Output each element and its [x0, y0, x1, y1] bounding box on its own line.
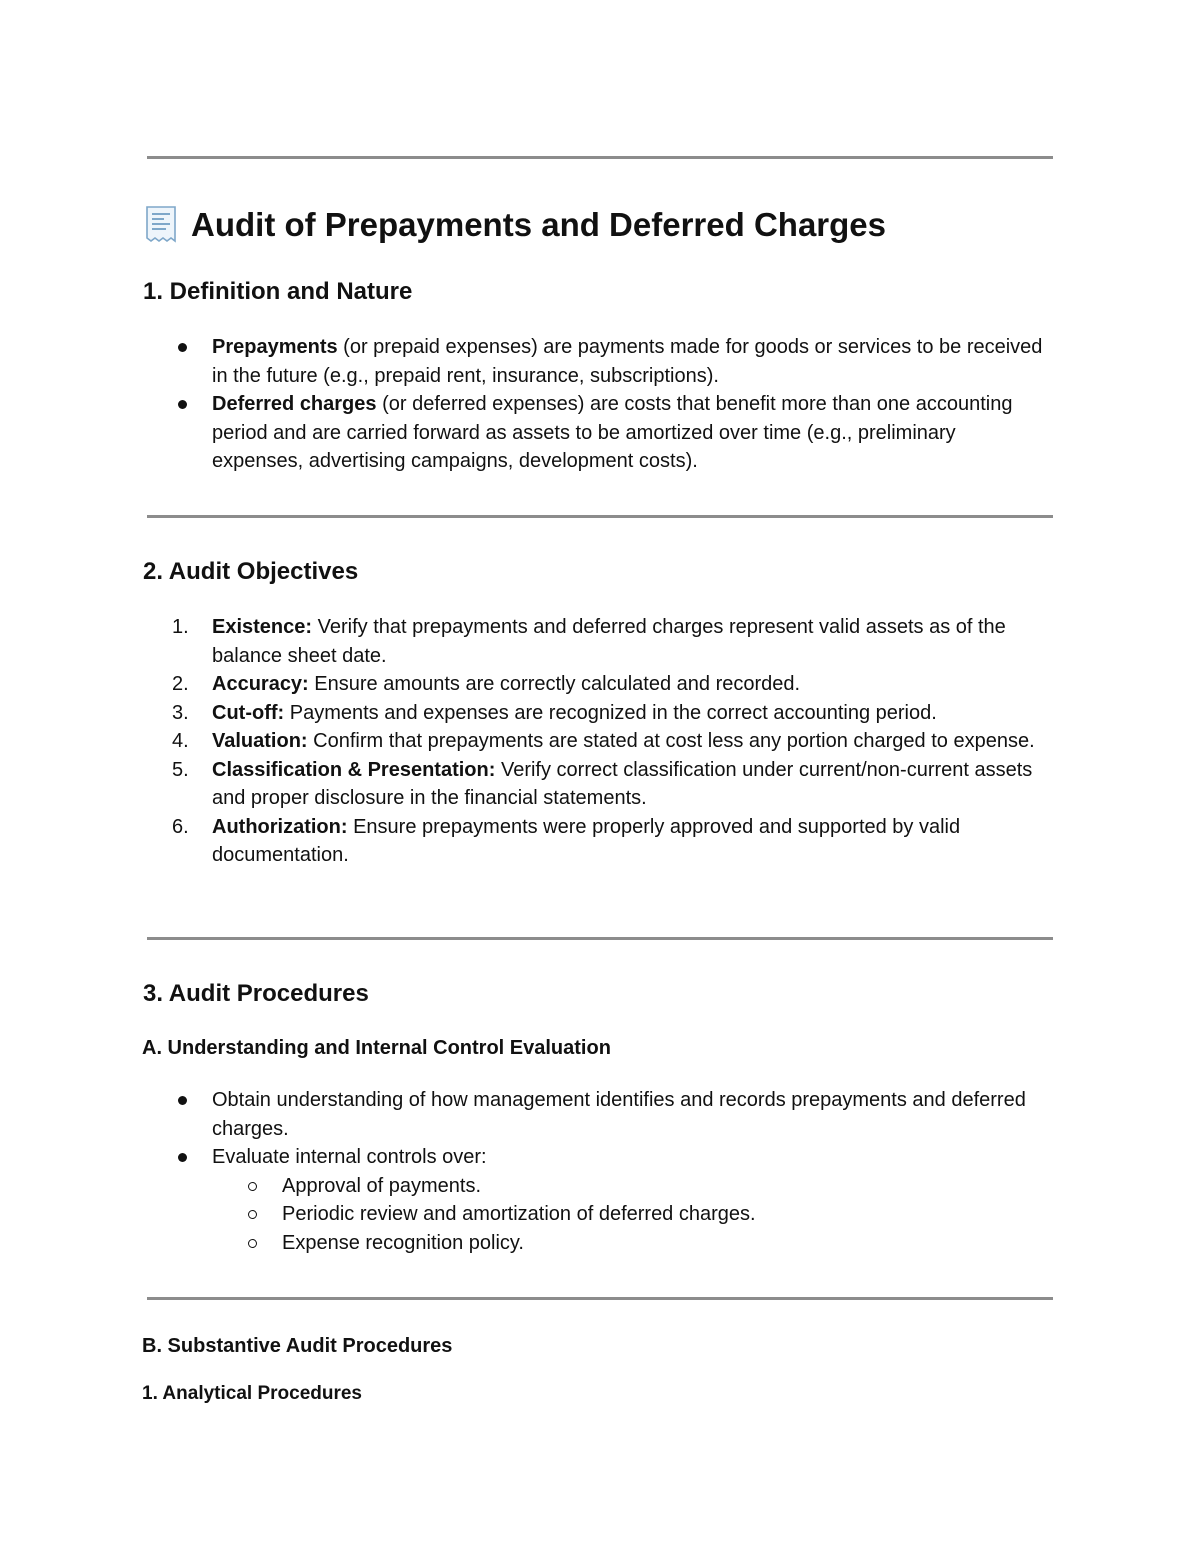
bullet-icon — [178, 1096, 187, 1105]
list-item — [0, 613, 1052, 670]
definition-list — [0, 333, 1200, 476]
sub-list-item — [0, 1172, 1052, 1201]
list-item — [0, 699, 1052, 728]
description: (or prepaid expenses) are payments made for goods or services to be received in the future (e.g., prepaid rent, insurance, subscriptions). — [212, 336, 1043, 387]
description: Verify that prepayments and deferred charges represent valid assets as of the balance sheet date. — [212, 616, 1006, 667]
list-item — [0, 813, 1052, 870]
term: Existence: — [212, 616, 313, 638]
term: Valuation: — [212, 730, 308, 752]
divider — [147, 515, 1053, 518]
item-number: 2. — [172, 673, 189, 695]
bullet-icon — [178, 1153, 187, 1162]
hollow-bullet-icon — [248, 1239, 257, 1248]
bullet-icon — [178, 400, 187, 409]
understanding-list — [0, 1086, 1200, 1257]
divider — [147, 1297, 1053, 1300]
description: Confirm that prepayments are stated at cost less any portion charged to expense. — [307, 730, 1035, 752]
list-item — [0, 670, 1052, 699]
description: Approval of payments. — [282, 1174, 481, 1197]
description: Ensure prepayments were properly approved and supported by valid documentation. — [212, 815, 961, 866]
sub-list-item — [0, 1229, 1052, 1258]
description: Payments and expenses are recognized in the correct accounting period. — [284, 701, 937, 724]
receipt-icon — [143, 205, 179, 245]
description: Ensure amounts are correctly calculated and recorded. — [308, 673, 801, 695]
document-title-text: Audit of Prepayments and Deferred Charges — [191, 206, 886, 243]
description: Expense recognition policy. — [282, 1231, 524, 1254]
list-item — [0, 390, 1052, 476]
term: Classification & Presentation: — [212, 758, 496, 781]
item-number: 4. — [172, 730, 189, 752]
section-heading-objectives: 2. Audit Objectives — [143, 558, 359, 585]
item-number: 6. — [172, 815, 189, 838]
term: Authorization: — [212, 815, 348, 838]
subsection-heading-analytical: 1. Analytical Procedures — [142, 1383, 363, 1404]
description: Periodic review and amortization of deferred charges. — [282, 1203, 756, 1225]
sub-list-item — [0, 1200, 1052, 1229]
term: Prepayments — [212, 336, 338, 358]
bullet-icon — [178, 343, 187, 352]
document-title — [143, 202, 886, 248]
objectives-list — [0, 613, 1200, 870]
list-item — [0, 727, 1052, 756]
description: (or deferred expenses) are costs that benefit more than one accounting period and are carried forward as assets to be amortized over time (e.g., preliminary expenses, advertising campaigns, development costs). — [212, 393, 1013, 472]
item-number: 3. — [172, 701, 189, 724]
hollow-bullet-icon — [248, 1182, 257, 1191]
description: Evaluate internal controls over: — [212, 1146, 487, 1168]
list-item — [0, 333, 1052, 390]
divider — [147, 156, 1053, 159]
term: Deferred charges — [212, 393, 377, 415]
subsection-heading-understanding: A. Understanding and Internal Control Evaluation — [142, 1037, 611, 1059]
description: Verify correct classification under current/non-current assets and proper disclosure in the financial statements. — [212, 758, 1033, 809]
description: Obtain understanding of how management identifies and records prepayments and deferred charges. — [212, 1089, 1026, 1140]
list-item — [0, 1086, 1052, 1143]
subsection-heading-substantive: B. Substantive Audit Procedures — [142, 1335, 453, 1357]
term: Accuracy: — [212, 673, 309, 695]
term: Cut-off: — [212, 701, 285, 724]
item-number: 1. — [172, 616, 189, 638]
item-number: 5. — [172, 758, 189, 781]
list-item — [0, 756, 1052, 813]
hollow-bullet-icon — [248, 1210, 257, 1219]
section-heading-definition: 1. Definition and Nature — [143, 278, 413, 305]
list-item — [0, 1143, 1052, 1172]
divider — [147, 937, 1053, 940]
section-heading-procedures: 3. Audit Procedures — [143, 980, 369, 1007]
